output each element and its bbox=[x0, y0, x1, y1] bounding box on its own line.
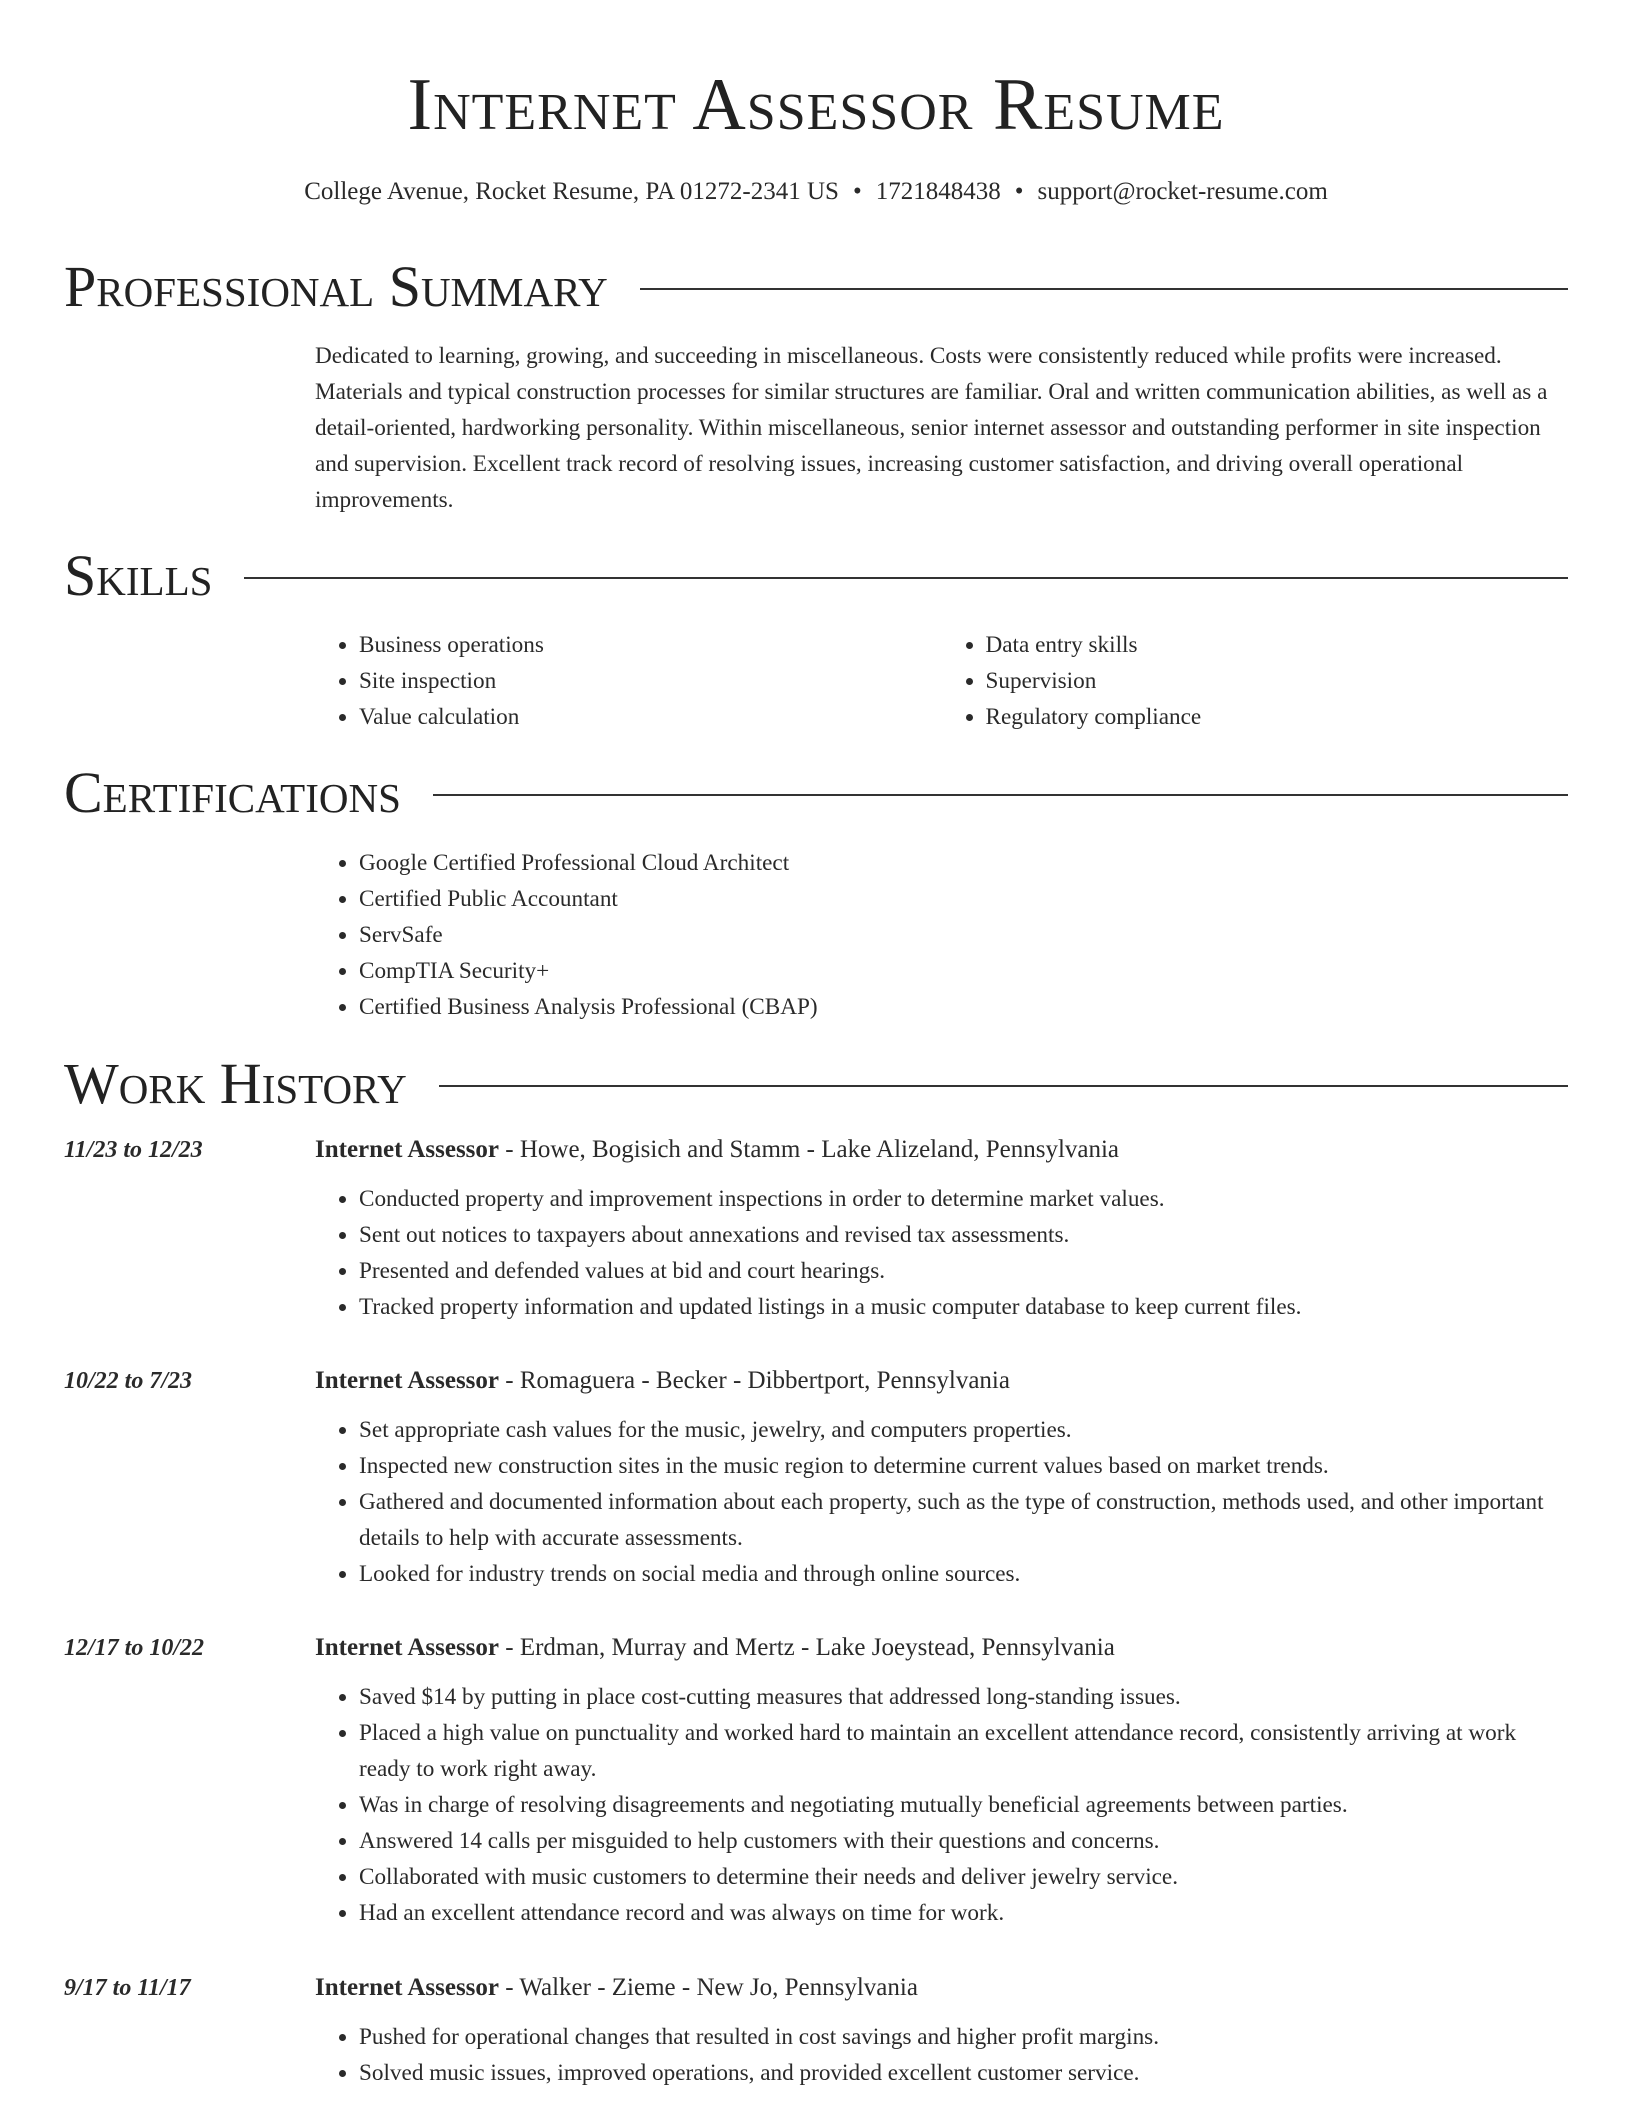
summary-heading: Professional Summary bbox=[64, 254, 608, 319]
job-employer: - Erdman, Murray and Mertz - Lake Joeystead, Pennsylvania bbox=[499, 1634, 1115, 1661]
duty-item: • Tracked property information and updated listings in a music computer database to keep current files. bbox=[359, 1289, 1568, 1325]
skill-item: • Business operations bbox=[359, 627, 942, 663]
duty-item: • Saved $14 by putting in place cost-cutting measures that addressed long-standing issues. bbox=[359, 1679, 1568, 1715]
job-dates: 12/17 to 10/22 bbox=[64, 1635, 205, 1661]
certification-item: • CompTIA Security+ bbox=[359, 953, 1568, 989]
certifications-list bbox=[315, 845, 1568, 1025]
duty-item: • Placed a high value on punctuality and worked hard to maintain an excellent attendance record, consistently arriving at work ready to work right away. bbox=[359, 1715, 1568, 1787]
job-title: Internet Assessor bbox=[315, 1367, 500, 1394]
skill-item: • Value calculation bbox=[359, 699, 942, 735]
job-dates: 9/17 to 11/17 bbox=[64, 1975, 191, 2001]
section-divider bbox=[244, 577, 1568, 579]
job-employer: - Howe, Bogisich and Stamm - Lake Alizeland, Pennsylvania bbox=[499, 1136, 1120, 1163]
contact-separator: • bbox=[852, 178, 862, 205]
job-headline bbox=[315, 1364, 1010, 1398]
duty-item: • Looked for industry trends on social media and through online sources. bbox=[359, 1556, 1568, 1592]
resume-title: Internet Assessor Resume bbox=[407, 64, 1225, 146]
work-history-section-header bbox=[64, 1051, 1568, 1117]
duty-item: • Set appropriate cash values for the music, jewelry, and computers properties. bbox=[359, 1412, 1568, 1448]
certification-item: • Certified Business Analysis Professional (CBAP) bbox=[359, 989, 1568, 1025]
skills-column-right bbox=[942, 627, 1569, 735]
job-headline bbox=[315, 1133, 1119, 1167]
summary-text: Dedicated to learning, growing, and succeeding in miscellaneous. Costs were consistently reduced while profits were increased. Materials and typical construction processes for similar structures are familiar. Oral and written communication abilities, as well as a detail-oriented, hardworking personality. Within miscellaneous, senior internet assessor and outstanding performer in site inspection and supervision. Excellent track record of resolving issues, increasing customer satisfaction, and driving overall operational improvements. bbox=[315, 343, 1548, 513]
job-title: Internet Assessor bbox=[315, 1136, 500, 1163]
skills-heading: Skills bbox=[64, 543, 213, 608]
skills-list bbox=[315, 627, 1568, 735]
job-title: Internet Assessor bbox=[315, 1974, 500, 2001]
skill-item: • Regulatory compliance bbox=[986, 699, 1569, 735]
duty-item: • Was in charge of resolving disagreements and negotiating mutually beneficial agreements between parties. bbox=[359, 1787, 1568, 1823]
section-divider bbox=[439, 1085, 1568, 1087]
job-headline bbox=[315, 1971, 918, 2005]
contact-line bbox=[0, 176, 1632, 208]
summary-section-header bbox=[64, 254, 1568, 320]
job-title: Internet Assessor bbox=[315, 1634, 500, 1661]
job-dates: 11/23 to 12/23 bbox=[64, 1137, 203, 1163]
contact-separator: • bbox=[1014, 178, 1024, 205]
duty-item: • Answered 14 calls per misguided to help customers with their questions and concerns. bbox=[359, 1823, 1568, 1859]
job-employer: - Walker - Zieme - New Jo, Pennsylvania bbox=[499, 1974, 918, 2001]
section-divider bbox=[433, 794, 1568, 796]
job-duties bbox=[315, 2019, 1568, 2091]
contact-email: support@rocket-resume.com bbox=[1037, 178, 1328, 205]
skills-section-header bbox=[64, 543, 1568, 609]
duty-item: • Conducted property and improvement inspections in order to determine market values. bbox=[359, 1181, 1568, 1217]
job-dates: 10/22 to 7/23 bbox=[64, 1368, 193, 1394]
duty-item: • Collaborated with music customers to determine their needs and deliver jewelry service. bbox=[359, 1859, 1568, 1895]
contact-address: College Avenue, Rocket Resume, PA 01272-2341 US bbox=[304, 178, 839, 205]
duty-item: • Sent out notices to taxpayers about annexations and revised tax assessments. bbox=[359, 1217, 1568, 1253]
certifications-section-header bbox=[64, 760, 1568, 826]
certification-item: • ServSafe bbox=[359, 917, 1568, 953]
job-duties bbox=[315, 1679, 1568, 1931]
skill-item: • Supervision bbox=[986, 663, 1569, 699]
duty-item: • Inspected new construction sites in the music region to determine current values based on market trends. bbox=[359, 1448, 1568, 1484]
work-history-heading: Work History bbox=[64, 1051, 407, 1116]
job-employer: - Romaguera - Becker - Dibbertport, Pennsylvania bbox=[499, 1367, 1010, 1394]
duty-item: • Pushed for operational changes that resulted in cost savings and higher profit margins. bbox=[359, 2019, 1568, 2055]
skills-column-left bbox=[315, 627, 942, 735]
job-headline bbox=[315, 1631, 1115, 1665]
contact-phone: 1721848438 bbox=[875, 178, 1001, 205]
skill-item: • Site inspection bbox=[359, 663, 942, 699]
certifications-heading: Certifications bbox=[64, 760, 401, 825]
certification-item: • Certified Public Accountant bbox=[359, 881, 1568, 917]
duty-item: • Solved music issues, improved operations, and provided excellent customer service. bbox=[359, 2055, 1568, 2091]
job-duties bbox=[315, 1412, 1568, 1592]
duty-item: • Gathered and documented information about each property, such as the type of construction, methods used, and other important details to help with accurate assessments. bbox=[359, 1484, 1568, 1556]
duty-item: • Presented and defended values at bid and court hearings. bbox=[359, 1253, 1568, 1289]
duty-item: • Had an excellent attendance record and was always on time for work. bbox=[359, 1895, 1568, 1931]
certification-item: • Google Certified Professional Cloud Architect bbox=[359, 845, 1568, 881]
section-divider bbox=[640, 288, 1568, 290]
job-duties bbox=[315, 1181, 1568, 1325]
skill-item: • Data entry skills bbox=[986, 627, 1569, 663]
